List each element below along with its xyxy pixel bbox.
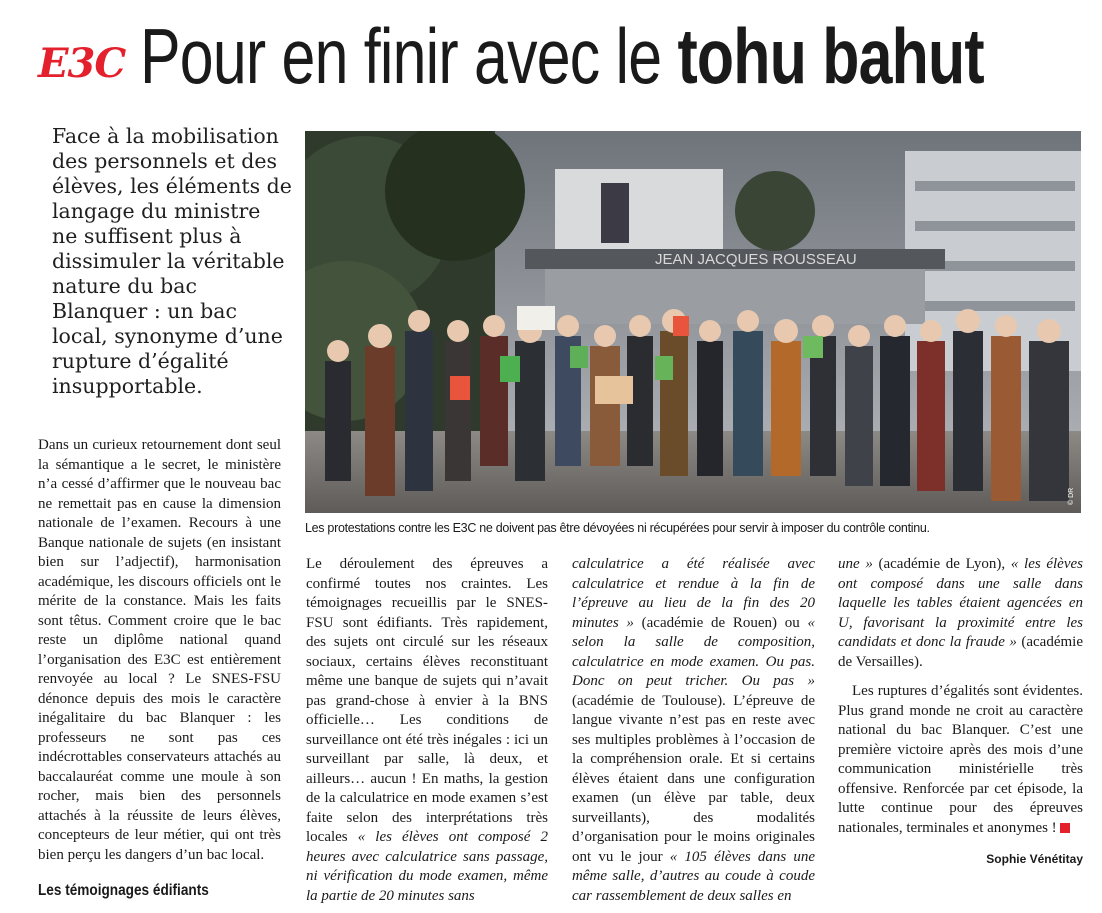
column-4	[838, 555, 1083, 913]
body-paragraph-3	[838, 682, 1083, 838]
quote-lyon: une »	[838, 556, 873, 572]
body-paragraph-2	[306, 555, 548, 906]
body-text-2a: Le déroulement des épreuves a confirmé toutes nos craintes. Les témoignages recueillis par le SNES-FSU sont édifiants. Très rapidement, des sujets ont circulé sur les réseaux sociaux, certains élèves reconstituant même une banque de sujets qui n’avait pas grand-chose à envier à la BNS officielle… Les conditions de surveillance ont été très inégales : ici un surveillant par salle, là deux, et ailleurs… aucun ! En maths, la gestion de la calculatrice en mode examen s’est faite selon des interprétations très locales	[306, 556, 548, 845]
body-text-2c: (académie de Toulouse). L’épreuve de langue vivante n’est pas en reste avec ses multiples problèmes à l’occasion de la compréhension orale. Et si certains élèves étaient dans une configuration examen (un élève par table, deux surveillants), des modalités d’organisation pour le moins originales ont vu le jour	[572, 692, 815, 865]
body-paragraph-2	[838, 555, 1083, 672]
quote-rouen: calculatrice a été réalisée avec calculatrice et rendue à la fin de l’épreuve au lieu de la fin des 20 minutes »	[572, 556, 815, 631]
subhead: Les témoignages édifiants	[38, 882, 209, 899]
article-title	[140, 8, 984, 104]
end-mark-icon	[1060, 823, 1070, 833]
chapo: Face à la mobilisation des personnels et des élèves, les éléments de langage du ministre ne suffisent plus à dissimuler la véritable nature du bac Blanquer : un bac local, synonyme d’une rupture d’égalité insupportable.	[52, 124, 292, 398]
signature: Sophie Vénétitay	[986, 852, 1083, 866]
photo-credit: © DR	[1068, 487, 1075, 505]
quote-toulouse: « selon la salle de composition, calculatrice en mode examen. Ou pas. Donc on peut tricher. Ou pas »	[572, 614, 815, 689]
column-1	[38, 436, 281, 913]
body-text-3: Les ruptures d’égalités sont évidentes. Plus grand monde ne croit au caractère national du bac Blanquer. C’est une première victoire après des mois d’une communication ministérielle très offensive. Renforcée par cet épisode, la lutte continue pour des épreuves nationales, terminales et anonymes !	[838, 683, 1083, 836]
title-part-1: Pour en finir avec le	[140, 12, 678, 100]
title-part-2: tohu bahut	[677, 12, 984, 100]
body-text-2b: (académie de Rouen) ou	[633, 614, 808, 631]
quote-lyon: « 105 élèves dans une même salle, d’autres au coude à coude car rassemblement de deux salles en	[572, 848, 815, 904]
body-paragraph-1: Dans un curieux retournement dont seul la sémantique a le secret, le ministère n’a cessé d’affirmer que le nouveau bac ne remettait pas en cause la dimension nationale de l’examen. Recours à une Banque nationale de sujets (en insistant bien sur l’adjectif), harmonisation académique, les discours officiels ont le mérite de la constance. Mais les faits sont têtus. Comment croire que le bac reste un diplôme national quand l’organisation des E3C est entièrement renvoyée au local ? Le SNES-FSU dénonce depuis des mois le caractère inégalitaire du bac Blanquer : les professeurs ne sont pas ces indécrottables conservateurs attachés au baccalauréat comme une moule à son rocher, mais bien des personnels attachés à la réussite de leurs élèves, concepteurs de leur métier, qui ont très bien perçu les dangers d’un bac local.	[38, 437, 281, 863]
kicker-e3c: E3C	[38, 40, 126, 87]
building-sign: JEAN JACQUES ROUSSEAU	[655, 251, 857, 268]
column-3	[572, 555, 815, 913]
body-text-2d: (académie de Lyon),	[872, 556, 1011, 572]
quote-versailles: « les élèves ont composé dans une salle dans laquelle les tables étaient agencées en U, favorisant la proximité entre les candidats et donc la fraude »	[838, 556, 1083, 650]
quote-rouen: « les élèves ont composé 2 heures avec calculatrice sans passage, ni vérification du mode examen, même la partie de 20 minutes sans	[306, 829, 548, 904]
column-2	[306, 555, 548, 913]
body-paragraph-2	[572, 555, 815, 906]
photo	[305, 131, 1081, 513]
photo-caption: Les protestations contre les E3C ne doivent pas être dévoyées ni récupérées pour servir à imposer du contrôle continu.	[305, 521, 930, 535]
body-text-2e: (académie de Versailles).	[838, 634, 1083, 670]
